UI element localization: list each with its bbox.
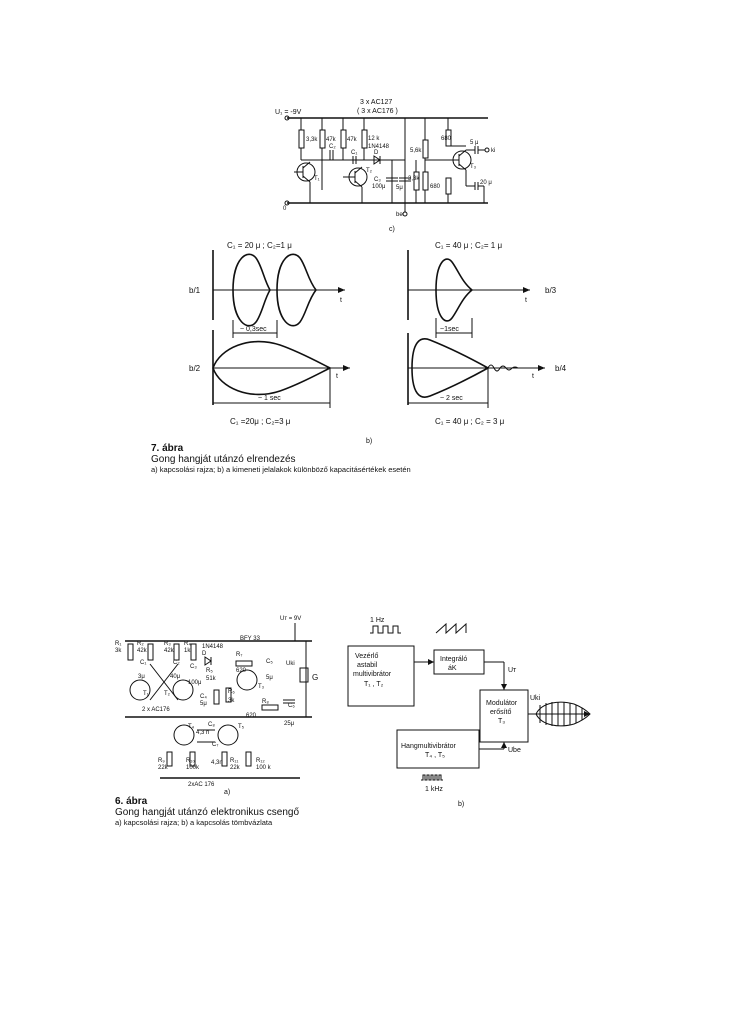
fig7-t3-label: T₃ [470,164,477,170]
schematic-stroke [148,644,153,660]
fig6-c8v: 4,3 n [196,730,210,736]
fig6-integrator-1: Integráló [440,656,468,663]
schematic-stroke [130,680,150,700]
fig6-modulator-1: Modulátor [486,700,518,707]
fig7-caption-subtitle: a) kapcsolási rajza; b) a kimeneti jelalakok különböző kapacitásértékek esetén [151,465,411,474]
fig7-b1-caption: C₁ = 20 μ ; C₂=1 μ [227,241,292,250]
fig7-in-label: be [396,212,403,218]
fig7-b4-t-label: t [532,373,534,380]
schematic-stroke [436,624,466,633]
fig6-c3: C₃ [190,664,197,670]
fig7-b2-t-label: t [336,373,338,380]
fig6-c6v: 25μ [284,721,295,727]
fig7-c6-value: 20 μ [480,180,492,186]
fig7-circuit-labels [275,99,495,233]
schematic-stroke [501,684,507,690]
fig6-block-diagram [348,624,590,780]
fig6-hang-1: Hangmultivibrátor [401,743,456,750]
fig6-caption-title: Gong hangját utánzó elektronikus csengő [115,807,300,818]
fig6-c6: C₆ [288,703,295,709]
fig6-r2: R₂ [137,641,144,647]
fig6-r6: R₆ [228,689,235,695]
fig6-diode: 1N4148 [202,644,224,650]
schematic-stroke [236,661,252,666]
fig6-integrator-2: áK [448,665,457,672]
fig7-r1-label: 3,3k [306,137,318,143]
schematic-stroke [300,668,308,682]
fig6-astable-1: Vezérlő [355,653,379,660]
fig6-d: D [202,651,207,657]
schematic-stroke [423,140,428,158]
fig6-c1v: 3μ [138,674,145,680]
fig7-caption [151,443,411,474]
fig6-panel-a: a) [224,789,231,796]
fig7-r3-label: 47k [347,137,357,143]
schematic-stroke [485,148,489,152]
fig6-r6v: 3k [228,698,235,704]
fig6-r9: R₉ [158,758,165,764]
fig6-bfy: BFY 33 [240,636,260,642]
fig7-r6-label: 5,6k [410,148,422,154]
fig6-uki-block: Uki [530,695,541,702]
schematic-stroke [246,752,251,766]
fig7-r8-label: 680 [430,184,441,190]
schematic-stroke [167,752,172,766]
fig7-t2-label: T₂ [366,168,372,174]
fig7-c3-label: C₃ [374,177,381,183]
fig7-b2-label: b/2 [189,364,201,373]
fig6-r11v: 22k [230,765,240,771]
schematic-stroke [538,365,545,371]
fig6-r1: R₁ [115,641,122,647]
fig7-b1-time: ~ 0,3sec [240,326,267,333]
fig6-c7: C₇ [212,742,219,748]
fig6-t4: T₄ [188,724,195,730]
schematic-stroke [320,130,325,148]
fig7-caption-title: Gong hangját utánzó elrendezés [151,454,296,465]
fig7-panel-c: c) [389,226,395,233]
schematic-stroke [343,365,350,371]
schematic-stroke [428,659,434,665]
schematic-stroke [214,690,219,704]
fig6-c5v: 5μ [266,675,273,681]
fig7-c2-label: C₂ [329,144,336,150]
fig6-c2v: 40μ [170,674,181,680]
fig7-supply-label: U₁ = -9V [275,109,302,116]
fig7-b3-label: b/3 [545,286,557,295]
schematic-stroke [523,287,530,293]
fig7-r2-label: 47k [326,137,336,143]
schematic-stroke [338,287,345,293]
fig7-b3-caption: C₁ = 40 μ ; C₂= 1 μ [435,241,503,250]
fig6-t3: T₃ [258,684,265,690]
schematic-stroke [218,725,238,745]
fig6-panel-b: b) [458,801,465,808]
fig7-out-label: ki [491,148,496,154]
fig6-pair2: 2xAC 176 [188,782,215,788]
fig7-b2-caption: C₁ =20μ ; C₂=3 μ [230,417,291,426]
fig6-r12v: 100 k [256,765,271,771]
fig7-b3-time: ~1sec [440,326,459,333]
fig6-caption-subtitle: a) kapcsolási rajza; b) a kapcsolás tömbvázlata [115,818,273,827]
schematic-stroke [222,752,227,766]
fig6-r4v: 1k [184,648,191,654]
fig6-r4: R₄ [184,641,191,647]
schematic-stroke [191,644,196,660]
fig6-freq2: 1 kHz [425,786,443,793]
schematic-stroke [421,775,443,780]
modulator-block [480,690,528,742]
fig6-astable-2: astabil [357,662,378,669]
fig6-r3v: 42k [164,648,174,654]
fig7-circuit [285,116,489,216]
fig6-r12: R₁₂ [256,758,265,764]
fig6-circuit-labels [115,616,318,796]
fig6-hang-2: T₄ , T₅ [425,752,445,759]
schematic-stroke [205,657,211,665]
fig7-b3-t-label: t [525,297,527,304]
fig6-c2: C₂ [173,660,180,666]
schematic-stroke [299,130,304,148]
fig6-r7: R₇ [236,652,243,658]
fig7-caption-number: 7. ábra [151,443,184,454]
fig7-c3-value: 100μ [372,184,386,190]
fig6-r5: R₅ [206,668,213,674]
fig6-freq1: 1 Hz [370,617,385,624]
schematic-stroke [341,130,346,148]
fig6-astable-3: multivibrátor [353,671,392,678]
fig7-r5-label: 3,3k [408,176,420,182]
fig7-diode-label: 1N4148 [368,144,390,150]
fig6-caption [115,796,299,827]
fig7-b4-time: ~ 2 sec [440,395,463,402]
schematic-stroke [403,212,407,216]
fig6-r11: R₁₁ [230,758,239,764]
fig7-b4-label: b/4 [555,364,567,373]
fig6-r10: R₁₀ [186,758,195,764]
fig6-t5: T₅ [238,724,245,730]
fig6-r1v: 3k [115,648,122,654]
fig7-panel-b: b) [366,438,373,445]
fig7-t1-label: T₁ [314,176,320,182]
fig6-modulator-2: erősítő [490,709,512,716]
fig6-t2: T₂ [164,691,170,697]
fig6-pair1: 2 x AC176 [142,707,170,713]
fig6-c3v: 100μ [188,680,202,686]
fig6-r2v: 42k [137,648,147,654]
fig6-r5v: 51k [206,676,216,682]
fig7-d-label: D [374,150,379,156]
fig6-r8: R₈ [262,699,269,705]
fig6-c5: C₅ [266,659,273,665]
fig6-c4: C₄ [200,694,207,700]
fig7-r7-label: 680 [441,136,452,142]
fig7-transistor-note-1: 3 x AC127 [360,99,393,106]
fig6-supply: Uт = 9V [280,616,302,622]
fig6-ut: Uт [508,667,517,674]
fig6-c8: C₈ [208,722,215,728]
fig7-zero-label: 0 [283,206,287,212]
schematic-stroke [423,172,428,190]
fig7-b1-label: b/1 [189,286,201,295]
fig6-ube: Ube [508,747,521,754]
schematic-stroke [174,644,179,660]
fig6-r3: R₃ [164,641,171,647]
schematic-stroke [501,742,507,748]
fig7-c5-value: 5 μ [470,140,479,146]
fig6-c1: C₁ [140,660,147,666]
schematic-stroke [370,626,401,633]
fig7-b1-t-label: t [340,297,342,304]
fig6-r7v: 620 [236,668,247,674]
fig6-t1: T₁ [143,691,149,697]
schematic-stroke [262,705,278,710]
fig6-uki: Uki [286,661,295,667]
fig7-c1-label: C₁ [351,150,358,156]
fig6-r10v: 100k [186,765,200,771]
fig6-modulator-3: T₃ [498,718,506,725]
fig7-b4-caption: C₁ = 40 μ ; C₂ = 3 μ [435,417,505,426]
fig6-r8v: 620 [246,713,257,719]
schematic-stroke [362,130,367,148]
fig7-transistor-note-2: ( 3 x AC176 ) [357,108,398,115]
fig7-b2-time: ~ 1 sec [258,395,281,402]
fig6-caption-number: 6. ábra [115,796,148,807]
fig6-c7v: 4,3n [211,760,223,766]
schematic-stroke [446,178,451,194]
fig6-r9v: 22k [158,765,168,771]
fig7-r4-label: 12 k [368,136,380,142]
schematic-stroke [128,644,133,660]
fig7-c4-value: 5μ [396,185,403,191]
fig6-g: G [312,673,319,682]
fig6-c4v: 5μ [200,701,207,707]
fig6-astable-4: T₁ , T₂ [364,681,384,688]
